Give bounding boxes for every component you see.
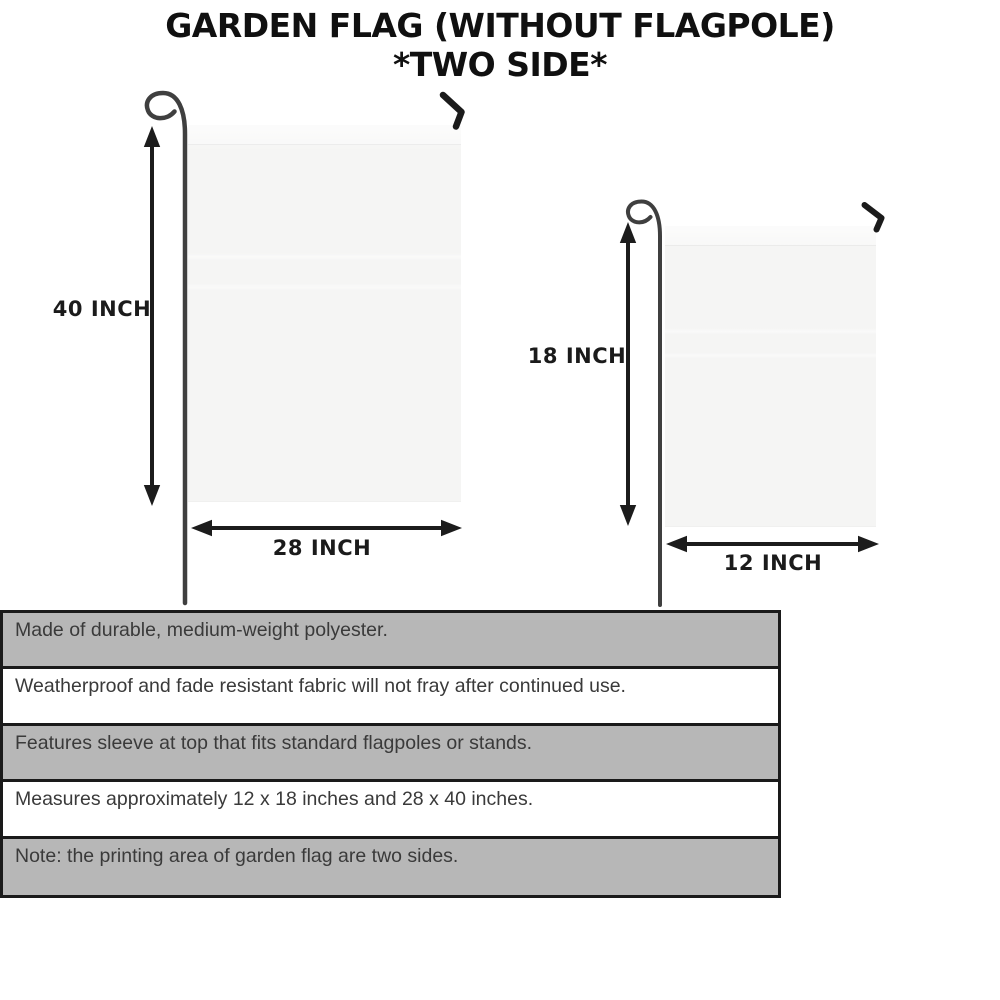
large-flag-width-arrow-icon: [191, 520, 462, 536]
feature-row-sleeve: Features sleeve at top that fits standard flagpoles or stands.: [3, 726, 778, 782]
small-flag-height-label: 18 INCH: [527, 344, 627, 368]
large-flag-height-label: 40 INCH: [52, 297, 152, 321]
small-flag-width-arrow-icon: [666, 536, 879, 552]
small-flag-hook-icon: [865, 205, 882, 230]
page-subtitle: *TWO SIDE*: [393, 45, 607, 84]
large-flag-width-label: 28 INCH: [272, 536, 372, 560]
feature-list: [0, 610, 781, 898]
small-flag-width-label: 12 INCH: [723, 551, 823, 575]
large-flag-hook-icon: [443, 95, 462, 127]
feature-row-measurements: Measures approximately 12 x 18 inches and 28 x 40 inches.: [3, 782, 778, 838]
feature-row-weatherproof: Weatherproof and fade resistant fabric will not fray after continued use.: [3, 669, 778, 725]
small-flag-height-arrow-icon: [620, 222, 636, 526]
small-flagpole-icon: [628, 202, 660, 606]
feature-row-material: Made of durable, medium-weight polyester.: [3, 613, 778, 669]
page-title: GARDEN FLAG (WITHOUT FLAGPOLE): [165, 6, 835, 45]
feature-row-note: Note: the printing area of garden flag are two sides.: [3, 839, 778, 895]
